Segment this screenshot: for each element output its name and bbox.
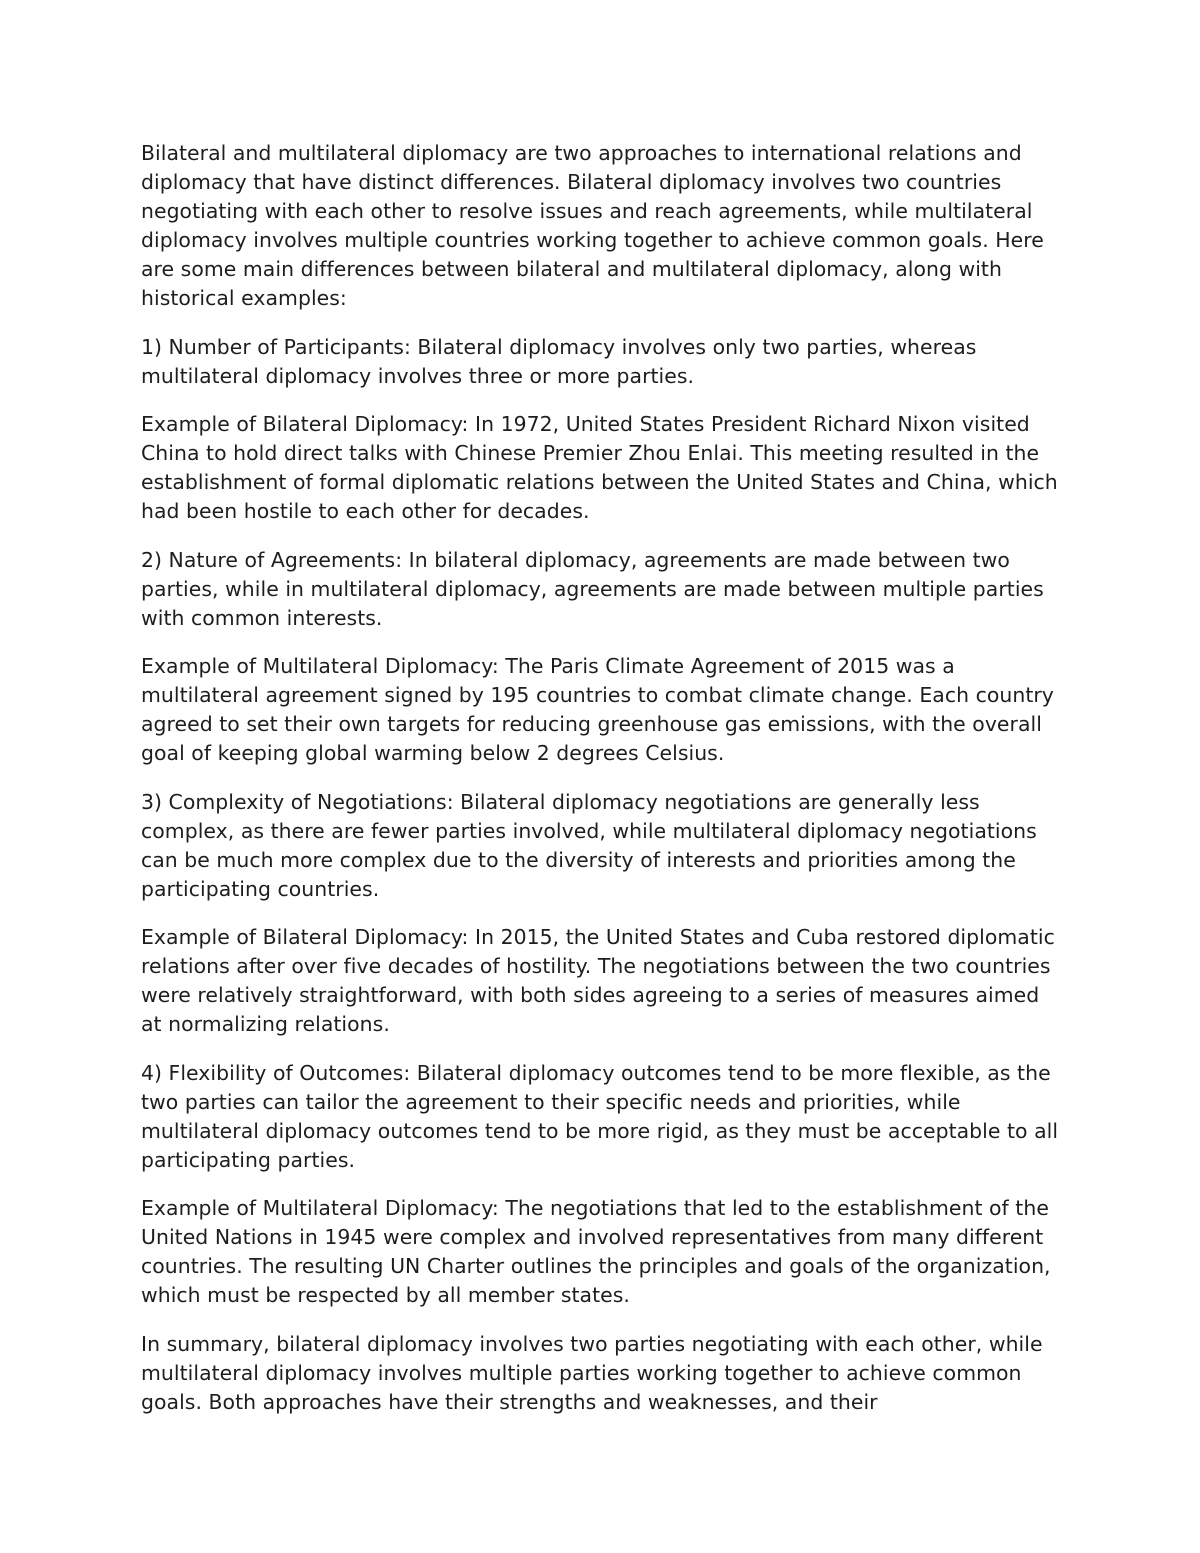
paragraph-number-of-participants: 1) Number of Participants: Bilateral diplomacy involves only two parties, whereas multilateral diplomacy involves three or more parties. <box>141 334 977 388</box>
paragraph-nature-of-agreements: 2) Nature of Agreements: In bilateral diplomacy, agreements are made between two parties, while in multilateral diplomacy, agreements are made between multiple parties with common interests. <box>141 547 1044 630</box>
paragraph-complexity-of-negotiations: 3) Complexity of Negotiations: Bilateral diplomacy negotiations are generally less complex, as there are fewer parties involved, while multilateral diplomacy negotiations can be much more complex due to the diversity of interests and priorities among the participating countries. <box>141 789 1037 901</box>
paragraph-intro: Bilateral and multilateral diplomacy are two approaches to international relations and diplomacy that have distinct differences. Bilateral diplomacy involves two countries negotiating with each other to resolve issues and reach agreements, while multilateral diplomacy involves multiple countries working together to achieve common goals. Here are some main differences between bilateral and multilateral diplomacy, along with historical examples: <box>141 141 1044 310</box>
paragraph-example-nixon-china: Example of Bilateral Diplomacy: In 1972, United States President Richard Nixon visited China to hold direct talks with Chinese Premier Zhou Enlai. This meeting resulted in the establishment of formal diplomatic relations between the United States and China, which had been hostile to each other for decades. <box>141 412 1058 523</box>
paragraph-summary: In summary, bilateral diplomacy involves two parties negotiating with each other, while multilateral diplomacy involves multiple parties working together to achieve common goals. Both approaches have their strengths and weaknesses, and their <box>141 1331 1043 1414</box>
paragraph-flexibility-of-outcomes: 4) Flexibility of Outcomes: Bilateral diplomacy outcomes tend to be more flexible, as the two parties can tailor the agreement to their specific needs and priorities, while multilateral diplomacy outcomes tend to be more rigid, as they must be acceptable to all participating parties. <box>141 1060 1059 1172</box>
document-body <box>141 139 1066 1436</box>
paragraph-example-united-nations: Example of Multilateral Diplomacy: The negotiations that led to the establishment of the United Nations in 1945 were complex and involved representatives from many different countries. The resulting UN Charter outlines the principles and goals of the organization, which must be respected by all member states. <box>141 1196 1051 1307</box>
paragraph-example-us-cuba: Example of Bilateral Diplomacy: In 2015, the United States and Cuba restored diplomatic relations after over five decades of hostility. The negotiations between the two countries were relatively straightforward, with both sides agreeing to a series of measures aimed at normalizing relations. <box>141 925 1055 1036</box>
paragraph-example-paris-agreement: Example of Multilateral Diplomacy: The Paris Climate Agreement of 2015 was a multilateral agreement signed by 195 countries to combat climate change. Each country agreed to set their own targets for reducing greenhouse gas emissions, with the overall goal of keeping global warming below 2 degrees Celsius. <box>141 654 1054 765</box>
